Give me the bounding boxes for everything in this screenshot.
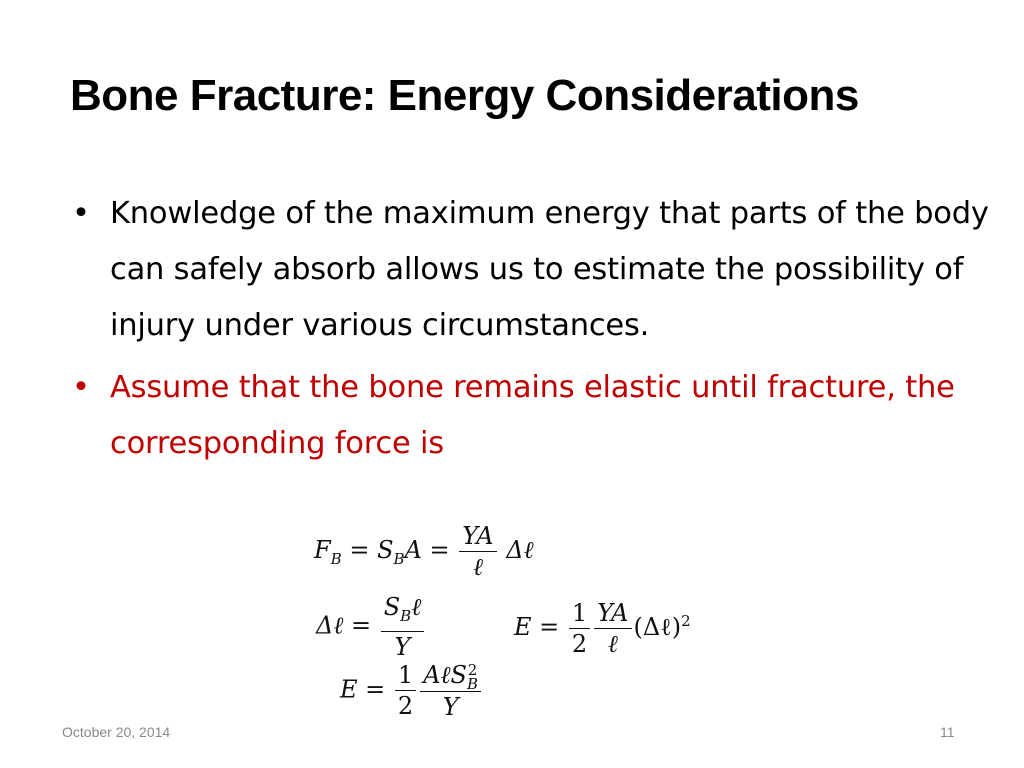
eq-denominator: Y bbox=[394, 632, 411, 661]
footer-date: October 20, 2014 bbox=[62, 724, 171, 740]
equation-energy-2 bbox=[340, 660, 483, 722]
eq-equals: = bbox=[350, 611, 372, 640]
eq-fraction: $\frac{1}{2}$ bbox=[569, 598, 590, 659]
eq-symbol: F bbox=[314, 536, 331, 564]
bullet-list bbox=[70, 186, 990, 472]
eq-denominator: Y bbox=[442, 692, 459, 721]
eq-symbol: Δℓ bbox=[316, 611, 344, 640]
eq-equals: = bbox=[539, 613, 560, 641]
eq-symbol: (Δℓ) bbox=[633, 613, 682, 641]
eq-symbol: S bbox=[377, 536, 394, 564]
eq-symbol: A bbox=[404, 536, 422, 564]
eq-symbol: E bbox=[514, 613, 532, 641]
eq-fraction bbox=[459, 521, 496, 582]
eq-denominator: ℓ bbox=[472, 553, 483, 581]
slide-title: Bone Fracture: Energy Considerations bbox=[70, 71, 859, 120]
eq-equals: = bbox=[349, 536, 370, 564]
eq-subscript: B bbox=[400, 606, 412, 625]
eq-superscript: 2 bbox=[467, 660, 478, 679]
bullet-text: Knowledge of the maximum energy that parts of the body can safely absorb allows us to estimate the possibility of injury under various circumstances. bbox=[110, 196, 989, 343]
eq-fraction: $\frac{1}{2}$ bbox=[395, 660, 416, 721]
eq-fraction bbox=[420, 660, 481, 722]
bullet-symbol: • bbox=[72, 196, 90, 231]
eq-symbol: E bbox=[340, 675, 358, 704]
eq-numerator: AℓS bbox=[423, 661, 467, 689]
equation-delta-l bbox=[316, 592, 426, 662]
bullet-knowledge bbox=[70, 186, 990, 354]
eq-subscript: B bbox=[330, 549, 342, 568]
eq-symbol: Δℓ bbox=[506, 536, 534, 564]
page-number: 11 bbox=[940, 724, 955, 740]
eq-fraction bbox=[381, 592, 424, 662]
bullet-text: Assume that the bone remains elastic until fracture, the corresponding force is bbox=[110, 370, 955, 461]
eq-fraction bbox=[594, 598, 631, 659]
eq-numerator: S bbox=[383, 593, 401, 621]
eq-numerator: ℓ bbox=[411, 593, 422, 621]
bullet-symbol: • bbox=[72, 370, 90, 405]
eq-equals: = bbox=[365, 675, 386, 704]
bullet-assumption bbox=[70, 360, 990, 472]
eq-superscript: 2 bbox=[681, 612, 691, 630]
eq-equals: = bbox=[429, 536, 450, 564]
eq-subscript: B bbox=[393, 549, 405, 568]
eq-denominator: ℓ bbox=[607, 630, 618, 658]
eq-subscript: B bbox=[466, 674, 479, 693]
eq-numerator: YA bbox=[597, 599, 629, 627]
equation-force bbox=[314, 521, 534, 582]
eq-numerator: YA bbox=[462, 522, 494, 550]
equation-energy-1 bbox=[514, 598, 691, 659]
